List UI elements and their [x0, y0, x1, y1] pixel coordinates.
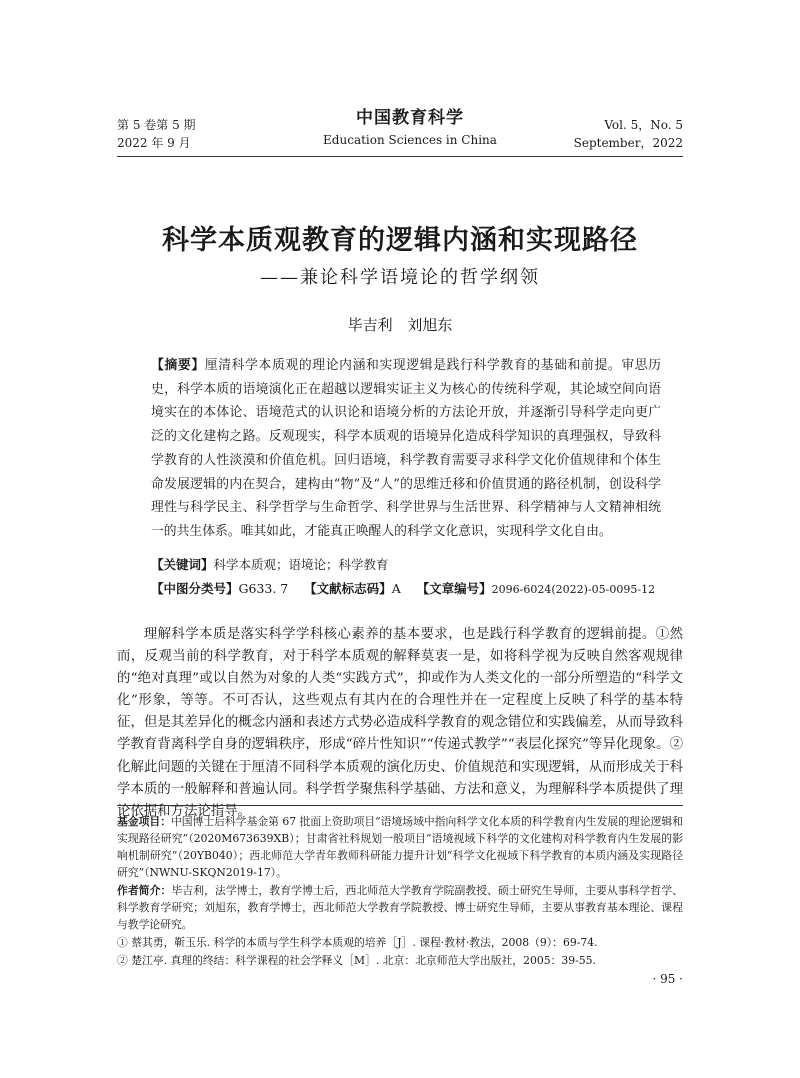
body-paragraph: 理解科学本质是落实科学学科核心素养的基本要求，也是践行科学教育的逻辑前提。①然而，反观当前的科学教育，对于科学本质观的解释莫衷一是，如将科学视为反映自然客观规律的“绝对真理”或以自然为对象的人类“实践方式”，抑或作为人类文化的一部分所塑造的“科学文化”形象，等等。不可否认，这些观点有其内在的合理性并在一定程度上反映了科学的基本特征，但是其差异化的概念内涵和表述方式势必造成科学教育的观念错位和实践偏差，从而导致科学教育背离科学自身的逻辑秩序，形成“碎片性知识”“传递式教学”“表层化探究”等异化现象。②化解此问题的关键在于厘清不同科学本质观的演化历史、价值规范和实现逻辑，从而形成关于科学本质的一般解释和普遍认同。科学哲学聚焦科学基础、方法和意义，为理解科学本质提供了理论依据和方法论指导。: [117, 627, 683, 819]
page-number: · 95 ·: [652, 972, 683, 986]
reference-item: ② 楚江亭. 真理的终结：科学课程的社会学释义［M］. 北京：北京师范大学出版社，2005：39-55.: [117, 954, 596, 967]
clc-label: 【中图分类号】: [151, 581, 239, 596]
issue-info-en: [574, 116, 683, 152]
keywords: [151, 555, 671, 575]
article-title: 科学本质观教育的逻辑内涵和实现路径: [162, 225, 638, 256]
author-bio: [117, 882, 683, 933]
volume-issue-en: Vol. 5，No. 5: [604, 118, 683, 132]
header-divider: [117, 156, 683, 157]
journal-masthead: [300, 107, 520, 149]
article-subtitle: ——兼论科学语境论的哲学纲领: [260, 267, 540, 288]
funding-label: 基金项目：: [117, 815, 171, 828]
reference-item: ① 蔡其勇，靳玉乐. 科学的本质与学生科学本质观的培养［J］. 课程·教材·教法，2008（9）：69-74.: [117, 936, 598, 949]
keywords-text: 科学本质观；语境论；科学教育: [213, 557, 389, 572]
footnote-references: [117, 934, 683, 970]
issue-info: [117, 116, 196, 152]
volume-issue-cn: 第 5 卷第 5 期: [117, 118, 196, 132]
doc-code-value: A: [391, 581, 401, 596]
author-bio-label: 作者简介：: [117, 884, 172, 897]
classification-line: [151, 579, 671, 600]
doc-code-label: 【文献标志码】: [304, 581, 392, 596]
journal-title-cn: 中国教育科学: [356, 108, 464, 128]
funding-note: [117, 813, 683, 881]
clc-value: G633. 7: [238, 581, 289, 596]
date-cn: 2022 年 9 月: [117, 136, 191, 150]
article-number-value: 2096-6024(2022)-05-0095-12: [491, 583, 656, 596]
abstract: [151, 354, 661, 544]
abstract-text: 厘清科学本质观的理论内涵和实现逻辑是践行科学教育的基础和前提。审思历史，科学本质的语境演化正在超越以逻辑实证主义为核心的传统科学观，其论域空间向语境实在的本体论、语境范式的认识论和语境分析的方法论开放，并逐渐引导科学走向更广泛的文化建构之路。反观现实，科学本质观的语境异化造成科学知识的真理强权，导致科学教育的人性淡漠和价值危机。回归语境，科学教育需要寻求科学文化价值规律和个体生命发展逻辑的内在契合，建构由“物”及“人”的思维迁移和价值贯通的路径机制，创设科学理性与科学民主、科学哲学与生命哲学、科学世界与生活世界、科学精神与人文精神相统一的共生体系。唯其如此，才能真正唤醒人的科学文化意识，实现科学文化自由。: [151, 358, 662, 539]
article-authors: 毕吉利 刘旭东: [347, 316, 453, 334]
funding-text: 中国博士后科学基金第 67 批面上资助项目“语境场域中指向科学文化本质的科学教育内生发展的理论逻辑和实现路径研究”（2020M673639XB）；甘肃省社科规划一般项目“语境视域下科学的文化建构对科学教育内生发展的影响机制研究”（20YB040）；西北师范大学青年教师科研能力提升计划“科学文化视域下科学教育的本质内涵及实现路径研究”（NWNU-SKQN2019-17）。: [117, 815, 684, 879]
author-bio-text: 毕吉利，法学博士，教育学博士后，西北师范大学教育学院副教授、硕士研究生导师，主要从事科学哲学、科学教育学研究；刘旭东，教育学博士，西北师范大学教育学院教授、博士研究生导师，主要从事教育基本理论、课程与教学论研究。: [117, 884, 684, 931]
date-en: September，2022: [573, 136, 683, 150]
article-number-label: 【文章编号】: [416, 581, 492, 596]
abstract-label: 【摘要】: [151, 358, 205, 373]
footnote-divider: [117, 805, 683, 806]
journal-title-en: Education Sciences in China: [323, 133, 497, 147]
keywords-label: 【关键词】: [151, 557, 214, 572]
